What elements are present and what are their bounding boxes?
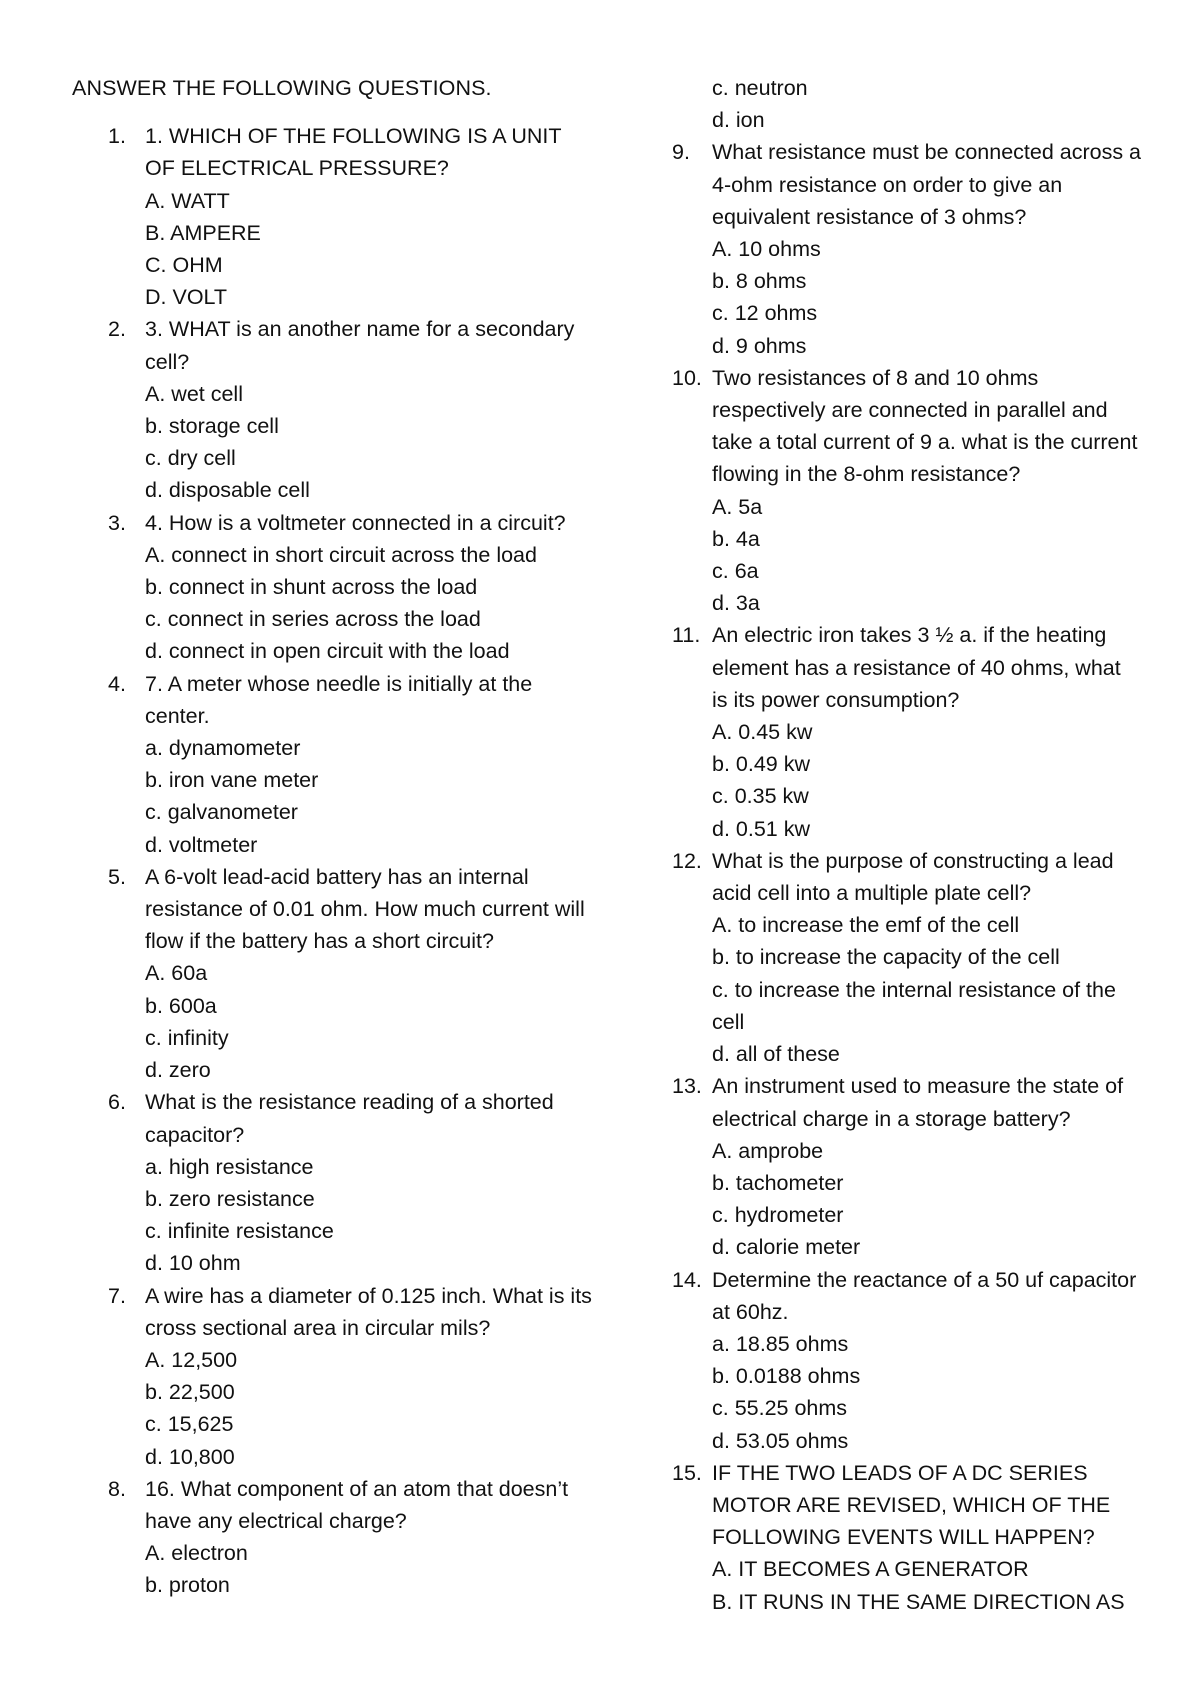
question-text: An electric iron takes 3 ½ a. if the heating element has a resistance of 40 ohms, what is its power consumption? [712, 623, 1121, 712]
right-column [672, 72, 1142, 1618]
answer-option: b. 22,500 [145, 1380, 235, 1405]
question-number: 4. [108, 671, 126, 696]
answer-option: A. electron [145, 1541, 248, 1566]
answer-option: c. infinity [145, 1025, 229, 1050]
question-9 [672, 136, 1142, 361]
answer-option: b. storage cell [145, 414, 279, 439]
answer-option: c. hydrometer [712, 1203, 844, 1228]
answer-option: A. WATT [145, 188, 230, 213]
question-text: An instrument used to measure the state of electrical charge in a storage battery? [712, 1074, 1124, 1131]
answer-option: d. 53.05 ohms [712, 1428, 849, 1453]
answer-option: c. connect in series across the load [145, 607, 481, 632]
question-10 [672, 362, 1142, 620]
answer-option: c. neutron [712, 76, 808, 100]
answer-option: d. voltmeter [145, 832, 258, 857]
question-text: A wire has a diameter of 0.125 inch. What is its cross sectional area in circular mils? [145, 1283, 592, 1340]
question-text: 7. A meter whose needle is initially at the center. [145, 671, 533, 728]
answer-option: A. IT BECOMES A GENERATOR [712, 1557, 1029, 1582]
answer-option: d. zero [145, 1058, 211, 1083]
answer-option: C. OHM [145, 253, 223, 278]
answer-option: b. 8 ohms [712, 269, 807, 294]
answer-option: b. proton [145, 1573, 230, 1598]
page-heading: ANSWER THE FOLLOWING QUESTIONS. [72, 76, 492, 100]
question-text: What is the purpose of constructing a lead acid cell into a multiple plate cell? [712, 848, 1114, 906]
question-text: What is the resistance reading of a shorted capacitor? [145, 1090, 554, 1147]
question-text: 16. What component of an atom that doesn’t have any electrical charge? [145, 1476, 569, 1533]
question-number: 7. [108, 1283, 126, 1308]
question-13 [672, 1070, 1142, 1263]
answer-option: d. all of these [712, 1042, 840, 1067]
answer-option: c. 6a [712, 559, 759, 584]
question-number: 3. [108, 510, 126, 535]
question-1 [72, 120, 592, 313]
answer-option: b. 0.49 kw [712, 752, 810, 777]
question-number: 8. [108, 1476, 126, 1501]
answer-option: A. 10 ohms [712, 237, 821, 262]
left-column [72, 72, 592, 1602]
answer-option: b. to increase the capacity of the cell [712, 945, 1060, 970]
question-text: What resistance must be connected across a 4-ohm resistance on order to give an equivalent resistance of 3 ohms? [712, 140, 1142, 229]
answer-option: d. 10,800 [145, 1444, 235, 1469]
question-number: 9. [672, 140, 690, 165]
answer-option: b. tachometer [712, 1170, 844, 1195]
question-number: 2. [108, 317, 126, 342]
question-2 [72, 313, 592, 506]
question-text: IF THE TWO LEADS OF A DC SERIES MOTOR ARE REVISED, WHICH OF THE FOLLOWING EVENTS WILL HAPPEN? [712, 1460, 1111, 1550]
question-14 [672, 1264, 1142, 1457]
answer-option: c. 55.25 ohms [712, 1396, 848, 1421]
question-number: 11. [672, 623, 701, 648]
answer-option: d. ion [712, 108, 765, 133]
answer-option: c. infinite resistance [145, 1219, 334, 1244]
answer-option: c. galvanometer [145, 800, 298, 825]
answer-option: A. to increase the emf of the cell [712, 913, 1020, 938]
answer-option: B. AMPERE [145, 220, 261, 245]
question-6 [72, 1086, 592, 1279]
answer-option: b. 600a [145, 993, 217, 1018]
question-number: 1. [108, 124, 126, 149]
answer-option: b. 4a [712, 526, 760, 551]
answer-option: c. to increase the internal resistance of the cell [712, 977, 1116, 1034]
answer-option: A. amprobe [712, 1138, 824, 1163]
answer-option: c. 12 ohms [712, 301, 818, 326]
question-number: 5. [108, 864, 126, 889]
answer-option: A. connect in short circuit across the load [145, 542, 537, 567]
question-15 [672, 1457, 1142, 1618]
answer-option: A. wet cell [145, 381, 243, 406]
question-text: 1. WHICH OF THE FOLLOWING IS A UNIT OF ELECTRICAL PRESSURE? [145, 124, 562, 181]
answer-option: D. VOLT [145, 285, 228, 310]
question-number: 6. [108, 1090, 126, 1115]
answer-option: d. calorie meter [712, 1235, 861, 1260]
answer-option: b. iron vane meter [145, 768, 319, 793]
question-text: A 6-volt lead-acid battery has an internal resistance of 0.01 ohm. How much current will flow if the battery has a short circuit? [145, 864, 585, 954]
answer-option: d. disposable cell [145, 478, 310, 503]
question-8 [72, 1473, 592, 1602]
question-7 [72, 1280, 592, 1473]
answer-option: b. zero resistance [145, 1186, 315, 1211]
answer-option: a. dynamometer [145, 736, 301, 761]
question-3 [72, 507, 592, 668]
answer-option: A. 60a [145, 961, 208, 986]
answer-option: a. 18.85 ohms [712, 1331, 849, 1356]
question-number: 13. [672, 1074, 702, 1099]
answer-option: c. 0.35 kw [712, 784, 809, 809]
question-number: 12. [672, 848, 702, 873]
question-text: Determine the reactance of a 50 uf capacitor at 60hz. [712, 1267, 1137, 1324]
question-number: 14. [672, 1267, 702, 1292]
answer-option: d. 3a [712, 591, 760, 616]
answer-option: a. high resistance [145, 1154, 314, 1179]
question-8-continued [672, 72, 1142, 136]
question-number: 15. [672, 1460, 702, 1485]
answer-option: d. 9 ohms [712, 333, 807, 358]
answer-option: b. connect in shunt across the load [145, 575, 478, 600]
answer-option: A. 12,500 [145, 1347, 238, 1372]
question-text: 4. How is a voltmeter connected in a circuit? [145, 510, 566, 535]
answer-option: c. 15,625 [145, 1412, 234, 1437]
answer-option: d. 10 ohm [145, 1251, 241, 1276]
answer-option: b. 0.0188 ohms [712, 1364, 861, 1389]
question-number: 10. [672, 365, 702, 390]
question-text: Two resistances of 8 and 10 ohms respectively are connected in parallel and take a total current of 9 a. what is the current flowing in the 8-ohm resistance? [712, 365, 1138, 487]
question-4 [72, 668, 592, 861]
question-text: 3. WHAT is an another name for a secondary cell? [145, 317, 575, 374]
question-12 [672, 845, 1142, 1070]
answer-option: A. 0.45 kw [712, 720, 813, 745]
question-11 [672, 619, 1142, 844]
answer-option: B. IT RUNS IN THE SAME DIRECTION AS [712, 1589, 1125, 1614]
answer-option: A. 5a [712, 494, 763, 519]
answer-option: d. 0.51 kw [712, 816, 810, 841]
answer-option: d. connect in open circuit with the load [145, 639, 510, 664]
question-5 [72, 861, 592, 1086]
answer-option: c. dry cell [145, 446, 236, 471]
